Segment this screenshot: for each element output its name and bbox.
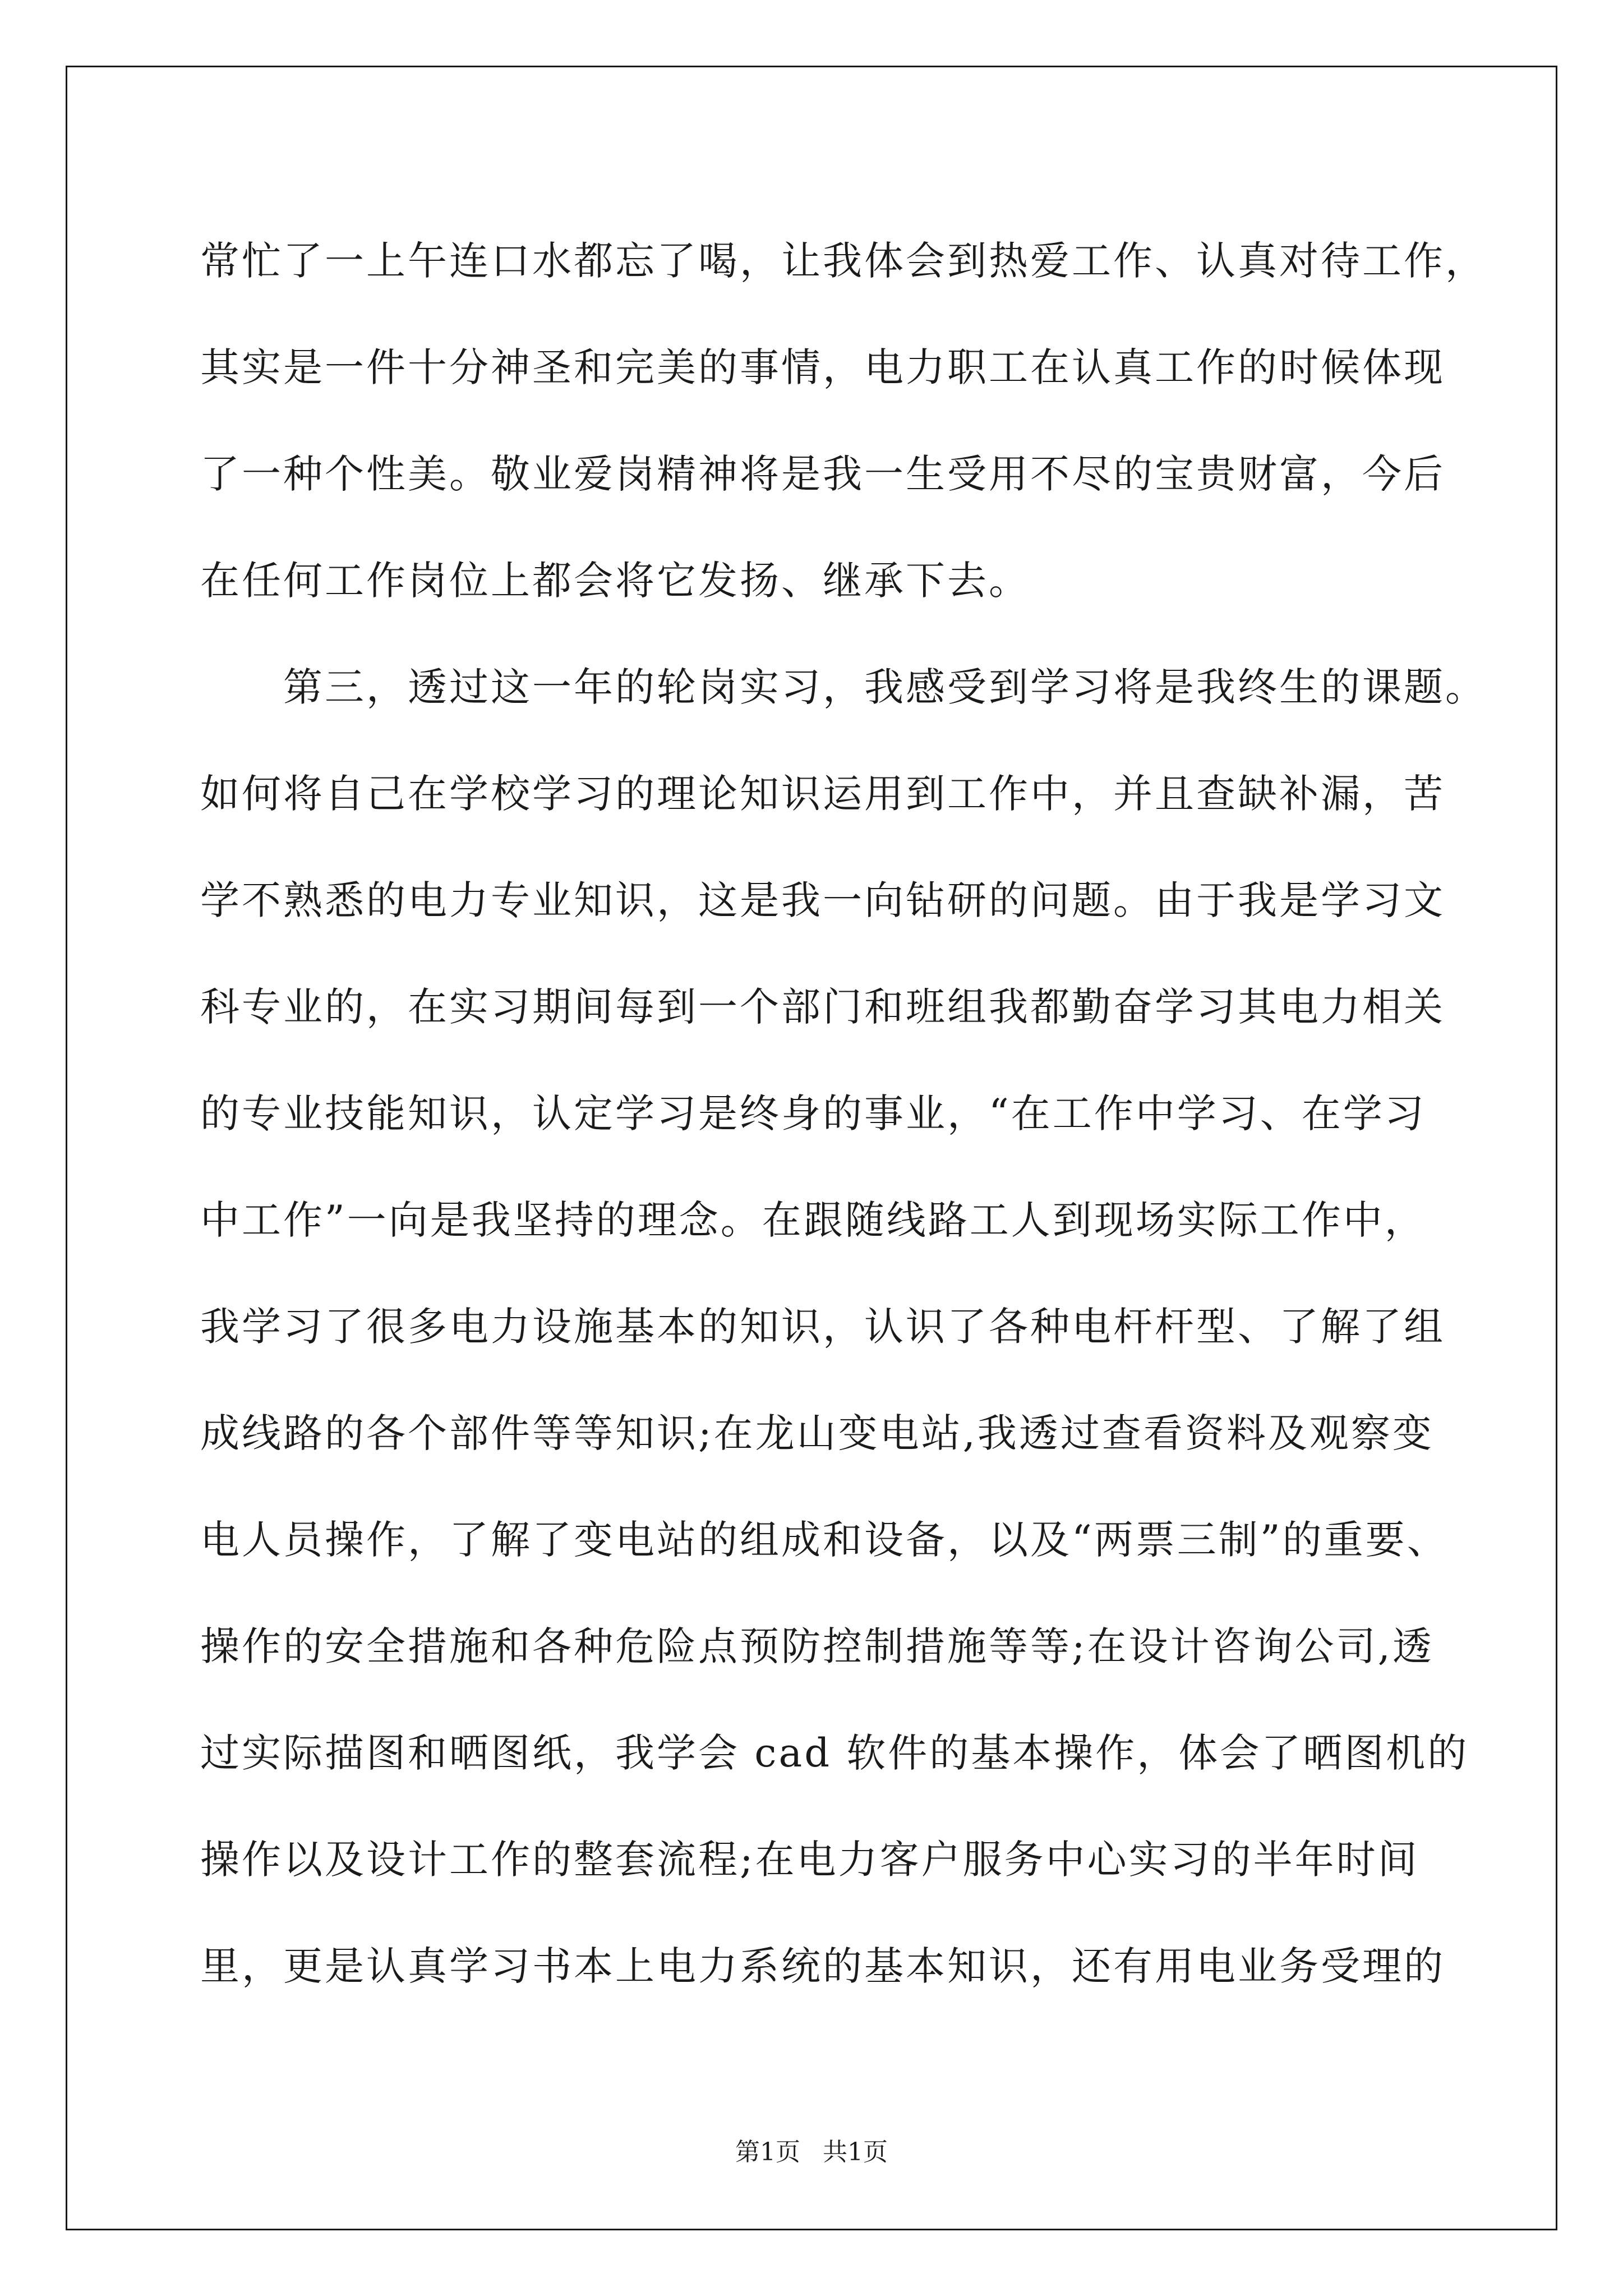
text-line-5: 第三，透过这一年的轮岗实习，我感受到学习将是我终生的课题。 xyxy=(200,664,1487,710)
text-line-14: 操作的安全措施和各种危险点预防控制措施等等;在设计咨询公司,透 xyxy=(200,1623,1434,1669)
page-number-current: 第1页 xyxy=(735,2138,800,2166)
text-line-6: 如何将自己在学校学习的理论知识运用到工作中，并且查缺补漏，苦 xyxy=(200,771,1445,817)
page-footer xyxy=(0,2132,1623,2168)
text-line-12: 成线路的各个部件等等知识;在龙山变电站,我透过查看资料及观察变 xyxy=(200,1410,1434,1456)
text-line-10: 中工作”一向是我坚持的理念。在跟随线路工人到现场实际工作中， xyxy=(200,1197,1426,1243)
text-line-7: 学不熟悉的电力专业知识，这是我一向钻研的问题。由于我是学习文 xyxy=(200,877,1445,923)
text-line-8: 科专业的，在实习期间每到一个部门和班组我都勤奋学习其电力相关 xyxy=(200,984,1445,1030)
text-line-4: 在任何工作岗位上都会将它发扬、继承下去。 xyxy=(200,558,1030,604)
text-line-1: 常忙了一上午连口水都忘了喝，让我体会到热爱工作、认真对待工作， xyxy=(200,238,1487,284)
text-line-16: 操作以及设计工作的整套流程;在电力客户服务中心实习的半年时间 xyxy=(200,1837,1419,1883)
text-line-3: 了一种个性美。敬业爱岗精神将是我一生受用不尽的宝贵财富，今后 xyxy=(200,451,1445,497)
page-number-total: 共1页 xyxy=(823,2138,888,2166)
text-line-2: 其实是一件十分神圣和完美的事情，电力职工在认真工作的时候体现 xyxy=(200,344,1445,390)
text-line-17: 里，更是认真学习书本上电力系统的基本知识，还有用电业务受理的 xyxy=(200,1943,1445,1989)
text-line-13: 电人员操作，了解了变电站的组成和设备，以及“两票三制”的重要、 xyxy=(200,1517,1449,1563)
text-line-15: 过实际描图和晒图纸，我学会 cad 软件的基本操作，体会了晒图机的 xyxy=(200,1730,1469,1776)
document-body xyxy=(200,208,1487,2019)
text-line-9: 的专业技能知识，认定学习是终身的事业，“在工作中学习、在学习 xyxy=(200,1091,1426,1137)
text-line-11: 我学习了很多电力设施基本的知识，认识了各种电杆杆型、了解了组 xyxy=(200,1304,1445,1350)
